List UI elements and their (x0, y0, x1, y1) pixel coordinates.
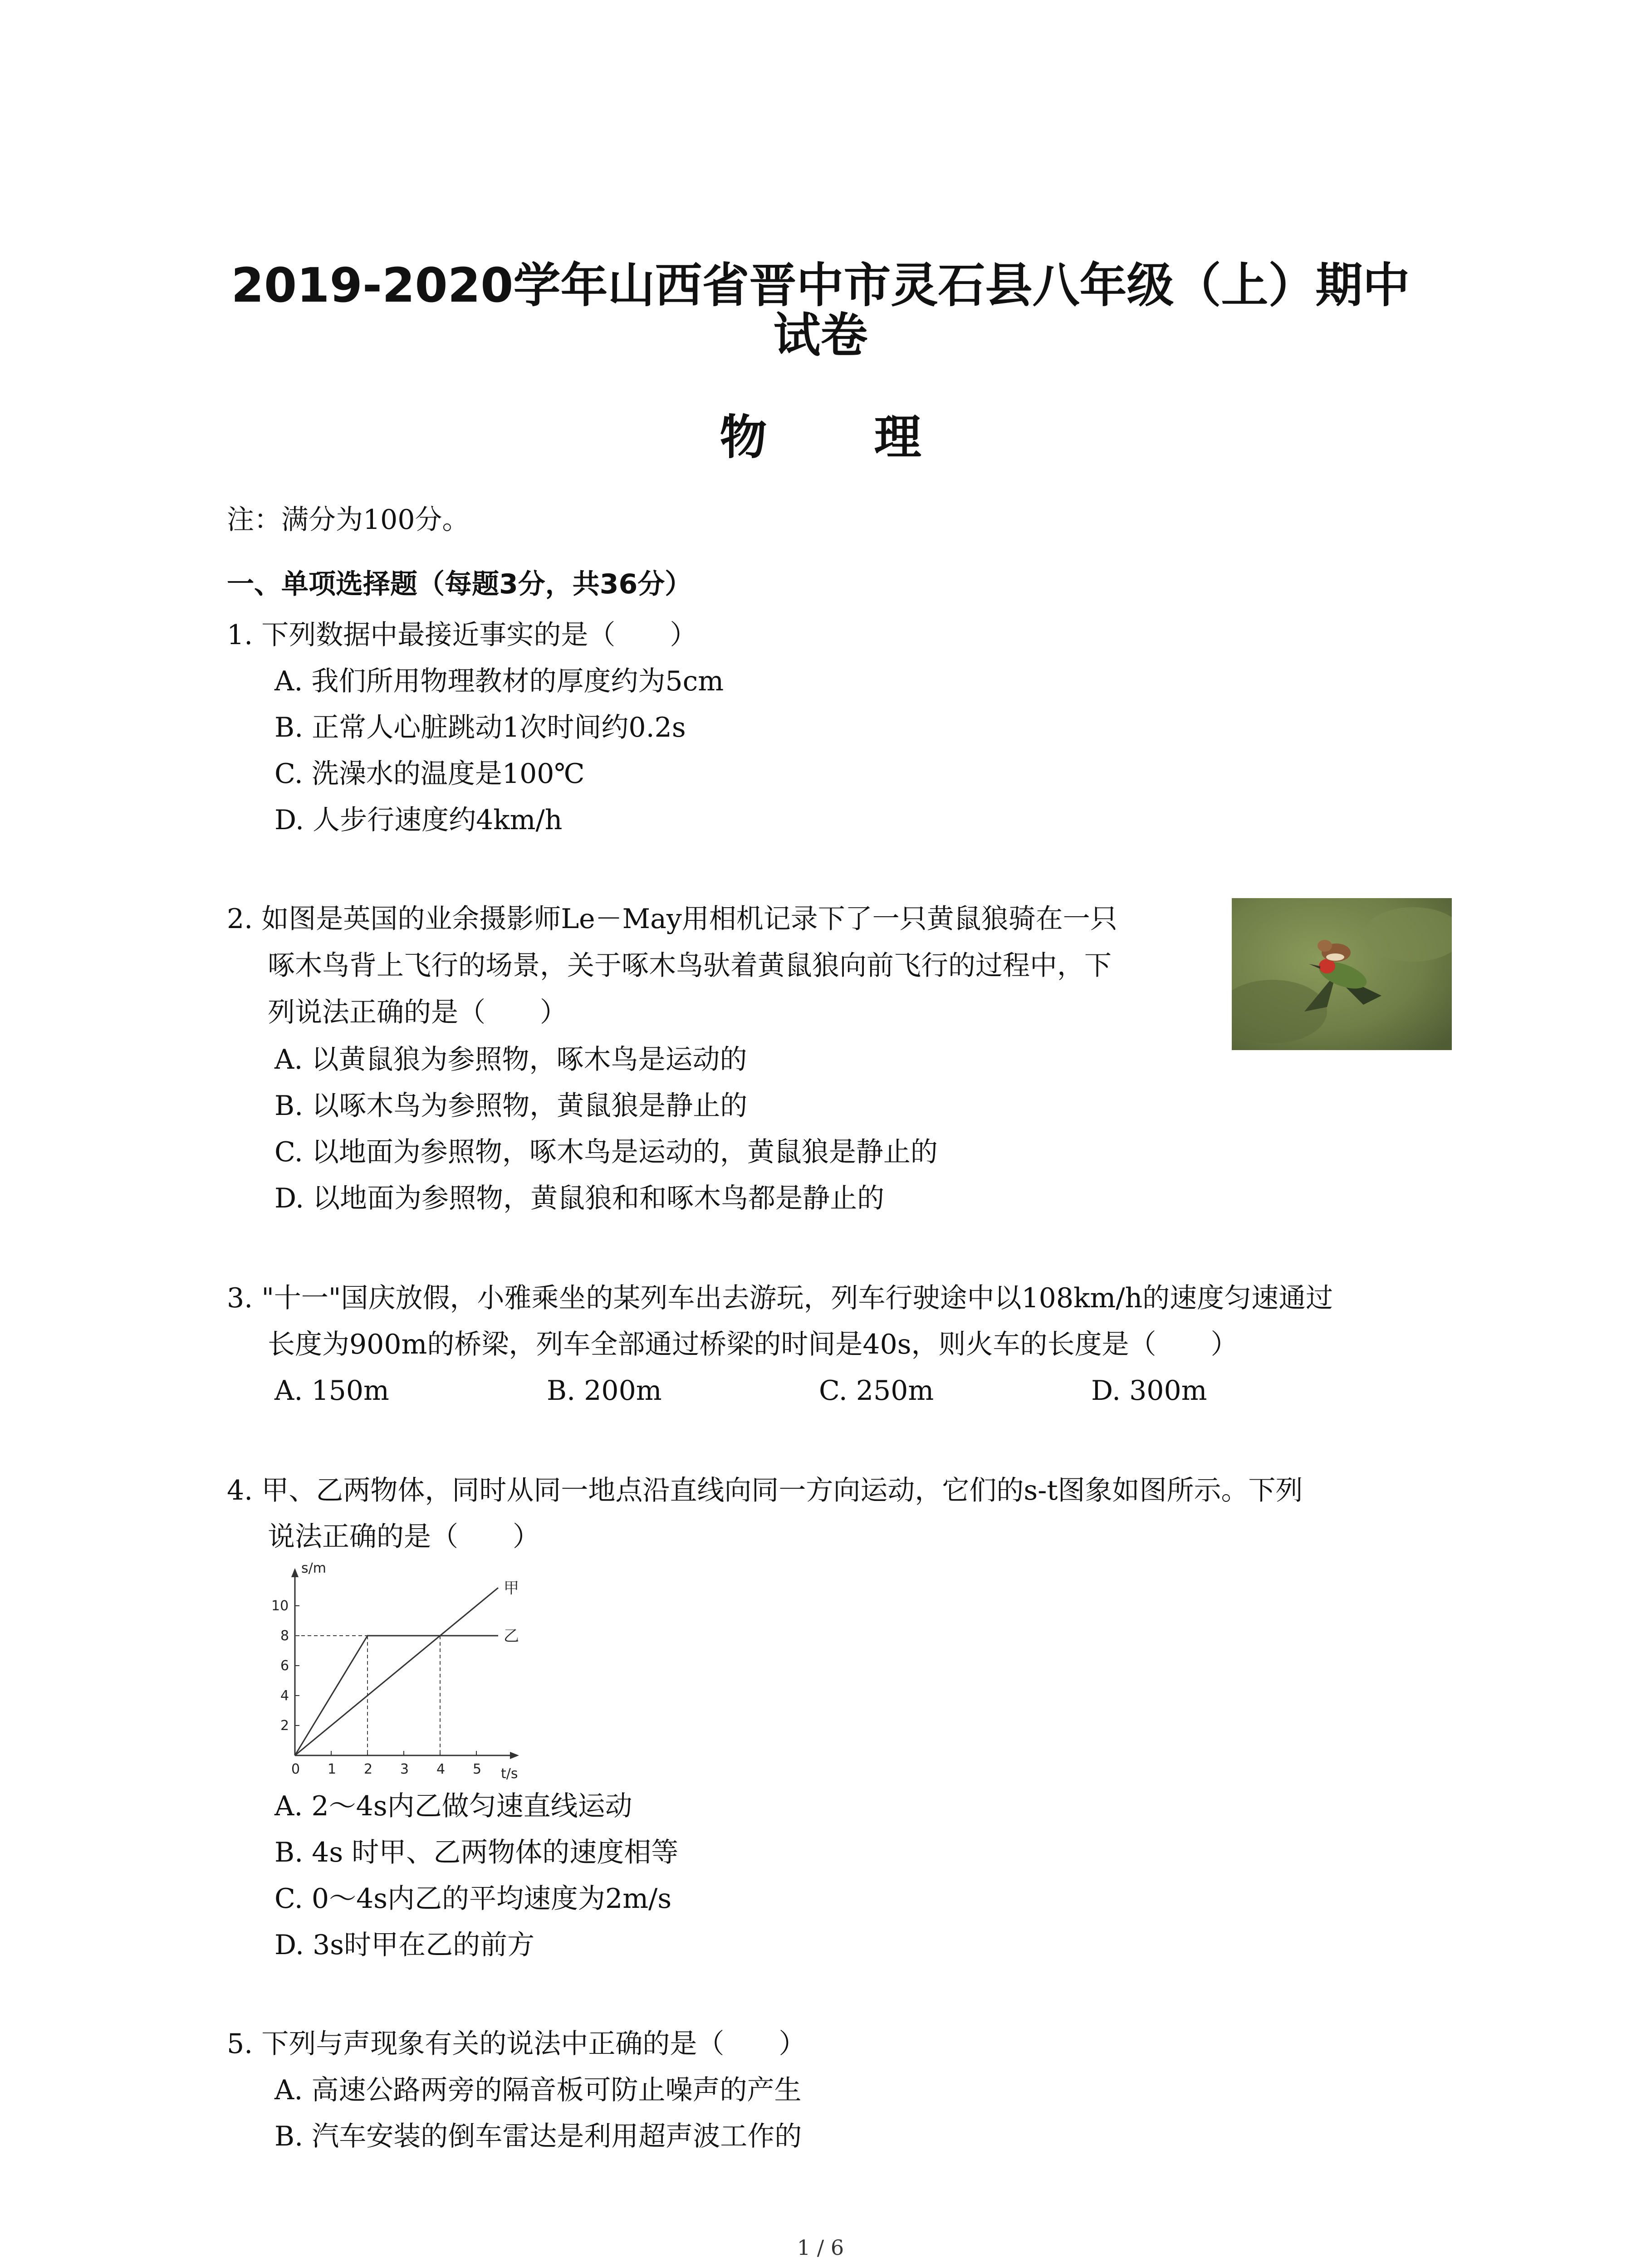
page-number: 1 / 6 (797, 2235, 844, 2260)
question-2-stem-line1: 2. 如图是英国的业余摄影师Le－May用相机记录下了一只黄鼠狼骑在一只 (227, 903, 1117, 935)
question-3-option-b: B. 200m (547, 1375, 662, 1407)
question-5-option-a: A. 高速公路两旁的隔音板可防止噪声的产生 (274, 2074, 802, 2106)
x-axis-arrow (510, 1752, 519, 1759)
question-3-option-d: D. 300m (1091, 1375, 1207, 1407)
x-tick-label: 0 (291, 1761, 300, 1777)
question-4-option-b: B. 4s 时甲、乙两物体的速度相等 (274, 1837, 679, 1868)
y-tick-label: 8 (280, 1628, 289, 1644)
question-1-option-a: A. 我们所用物理教材的厚度约为5cm (274, 665, 724, 697)
x-tick-label: 4 (436, 1761, 446, 1777)
question-1-option-d: D. 人步行速度约4km/h (274, 804, 563, 836)
question-2-option-a: A. 以黄鼠狼为参照物，啄木鸟是运动的 (274, 1044, 747, 1075)
x-tick-label: 2 (364, 1761, 373, 1777)
question-5-stem: 5. 下列与声现象有关的说法中正确的是（ ） (227, 2028, 806, 2060)
series-label-2: 乙 (504, 1627, 519, 1645)
question-5-option-b: B. 汽车安装的倒车雷达是利用超声波工作的 (274, 2121, 802, 2152)
woodpecker-weasel-photo (1232, 898, 1452, 1050)
x-axis-label: t/s (501, 1766, 518, 1782)
question-4-option-c: C. 0～4s内乙的平均速度为2m/s (274, 1883, 672, 1915)
question-2-option-c: C. 以地面为参照物，啄木鸟是运动的，黄鼠狼是静止的 (274, 1136, 938, 1168)
series-label-1: 甲 (504, 1579, 519, 1598)
y-tick-label: 2 (280, 1718, 289, 1734)
question-3-stem-line1: 3. "十一"国庆放假，小雅乘坐的某列车出去游玩，列车行驶途中以108km/h的速度匀速通过 (227, 1282, 1333, 1314)
question-4-option-d: D. 3s时甲在乙的前方 (274, 1929, 535, 1961)
question-4-stem-line2: 说法正确的是（ ） (268, 1521, 540, 1553)
y-tick-label: 10 (271, 1598, 289, 1614)
question-4-option-a: A. 2～4s内乙做匀速直线运动 (274, 1790, 632, 1822)
x-tick-label: 3 (400, 1761, 409, 1777)
title-line2: 试卷 (773, 308, 868, 363)
question-1-option-c: C. 洗澡水的温度是100℃ (274, 758, 585, 790)
exam-note: 注：满分为100分。 (227, 504, 470, 536)
question-3-option-a: A. 150m (274, 1375, 389, 1407)
question-2-stem-line2: 啄木鸟背上飞行的场景，关于啄木鸟驮着黄鼠狼向前飞行的过程中，下 (268, 950, 1112, 982)
question-4-stem-line1: 4. 甲、乙两物体，同时从同一地点沿直线向同一方向运动，它们的s-t图象如图所示。下列 (227, 1475, 1303, 1506)
title-line1: 2019-2020学年山西省晋中市灵石县八年级（上）期中 (231, 258, 1410, 313)
series-line-2 (295, 1636, 498, 1755)
s-t-chart (254, 1560, 572, 1787)
question-2-stem-line3: 列说法正确的是（ ） (268, 997, 567, 1028)
question-3-stem-line2: 长度为900m的桥梁，列车全部通过桥梁的时间是40s，则火车的长度是（ ） (268, 1329, 1238, 1360)
question-1-stem: 1. 下列数据中最接近事实的是（ ） (227, 619, 697, 651)
x-tick-label: 5 (473, 1761, 482, 1777)
question-3-option-c: C. 250m (819, 1375, 934, 1407)
x-tick-label: 1 (328, 1761, 337, 1777)
section-heading: 一、单项选择题（每题3分，共36分） (227, 568, 692, 600)
question-1-option-b: B. 正常人心脏跳动1次时间约0.2s (274, 712, 686, 743)
subject-heading: 物 理 (720, 410, 967, 465)
question-2-option-b: B. 以啄木鸟为参照物，黄鼠狼是静止的 (274, 1090, 748, 1122)
y-tick-label: 4 (280, 1688, 289, 1704)
series-line-1 (295, 1588, 498, 1755)
y-axis-label: s/m (301, 1560, 326, 1576)
y-axis-arrow (291, 1568, 299, 1577)
question-2-option-d: D. 以地面为参照物，黄鼠狼和和啄木鸟都是静止的 (274, 1183, 885, 1214)
y-tick-label: 6 (280, 1658, 289, 1674)
